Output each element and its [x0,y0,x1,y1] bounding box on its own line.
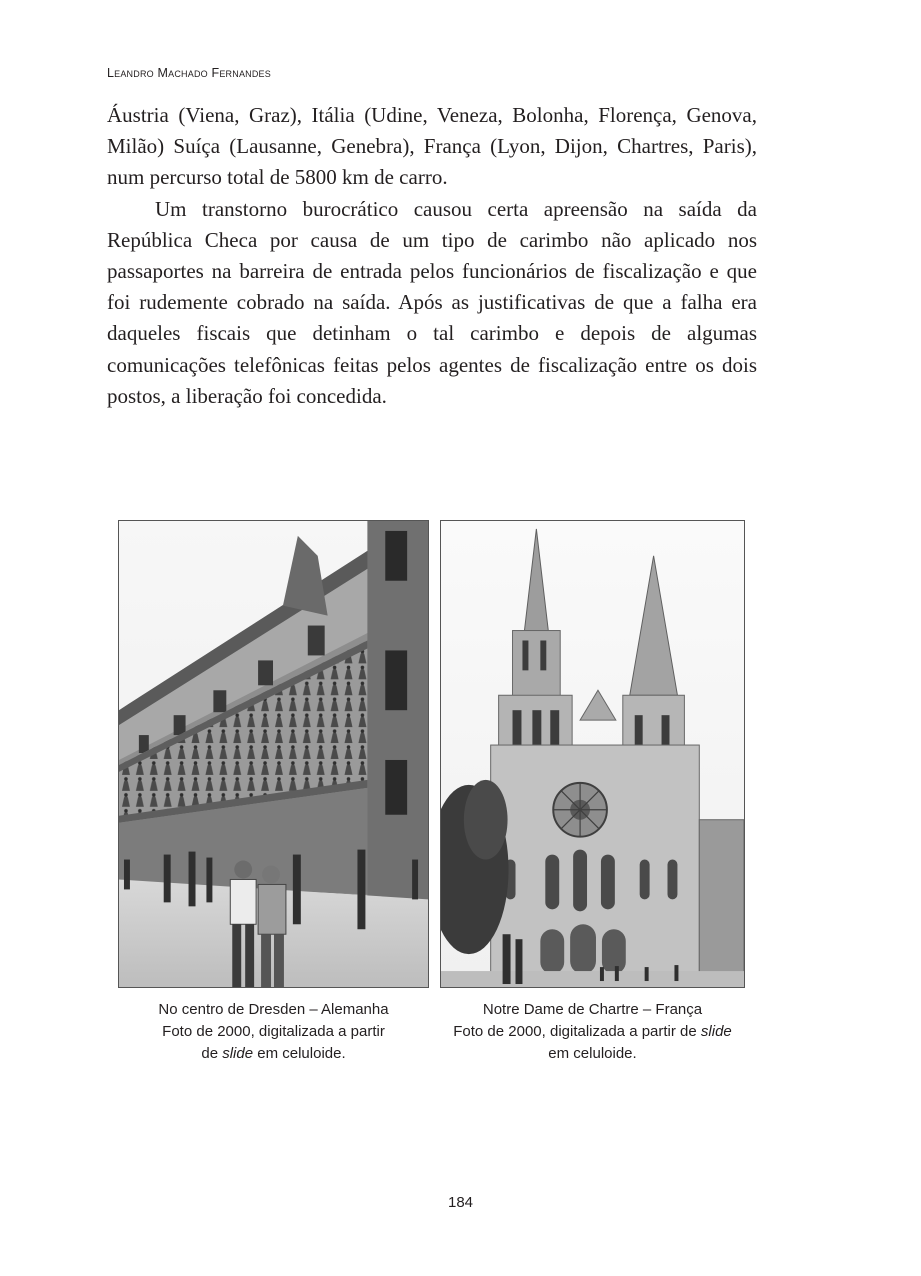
photo-chartres [440,520,745,988]
caption-dresden-line2: Foto de 2000, digitalizada a partir [162,1023,385,1040]
caption-chartres-line1: Notre Dame de Chartre – França [482,1001,703,1018]
body-text [107,100,757,412]
caption-chartres-line3: em celuloide. [548,1045,637,1062]
caption-dresden-line1: No centro de Dresden – Alemanha [158,1001,389,1018]
photo-dresden [118,520,429,988]
dresden-photo-image [119,521,428,987]
caption-chartres [432,999,753,1065]
paragraph-2: Um transtorno burocrático causou certa apreensão na saída da República Checa por causa de um tipo de carimbo não aplicado nos passaportes na barreira de entrada pelos funcionários de fiscalização e que foi rudemente cobrado na saída. Após as justificativas de que a falha era daqueles fiscais que detinham o tal carimbo e depois de algumas comunicações telefônicas feitas pelos agentes de fiscalização entre os dois postos, a liberação foi concedida. [107,196,757,408]
caption-dresden-line3-pre: de [201,1045,223,1062]
caption-dresden-line3 [118,1043,429,1065]
caption-chartres-slide-italic: slide [700,1023,732,1040]
running-head: Leandro Machado Fernandes [107,66,271,80]
caption-dresden-slide-italic: slide [222,1045,254,1062]
caption-dresden [118,999,429,1065]
paragraph-1: Áustria (Viena, Graz), Itália (Udine, Veneza, Bolonha, Florença, Genova, Milão) Suíça (Lausanne, Genebra), França (Lyon, Dijon, Chartres, Paris), num percurso total de 5800 km de carro. [107,103,757,190]
caption-dresden-line3-post: em celuloide. [253,1045,346,1062]
page-number: 184 [447,1194,474,1211]
caption-chartres-line2-text: Foto de 2000, digitalizada a partir de [453,1023,701,1040]
chartres-photo-image [441,521,744,987]
caption-chartres-line2 [432,1021,753,1043]
